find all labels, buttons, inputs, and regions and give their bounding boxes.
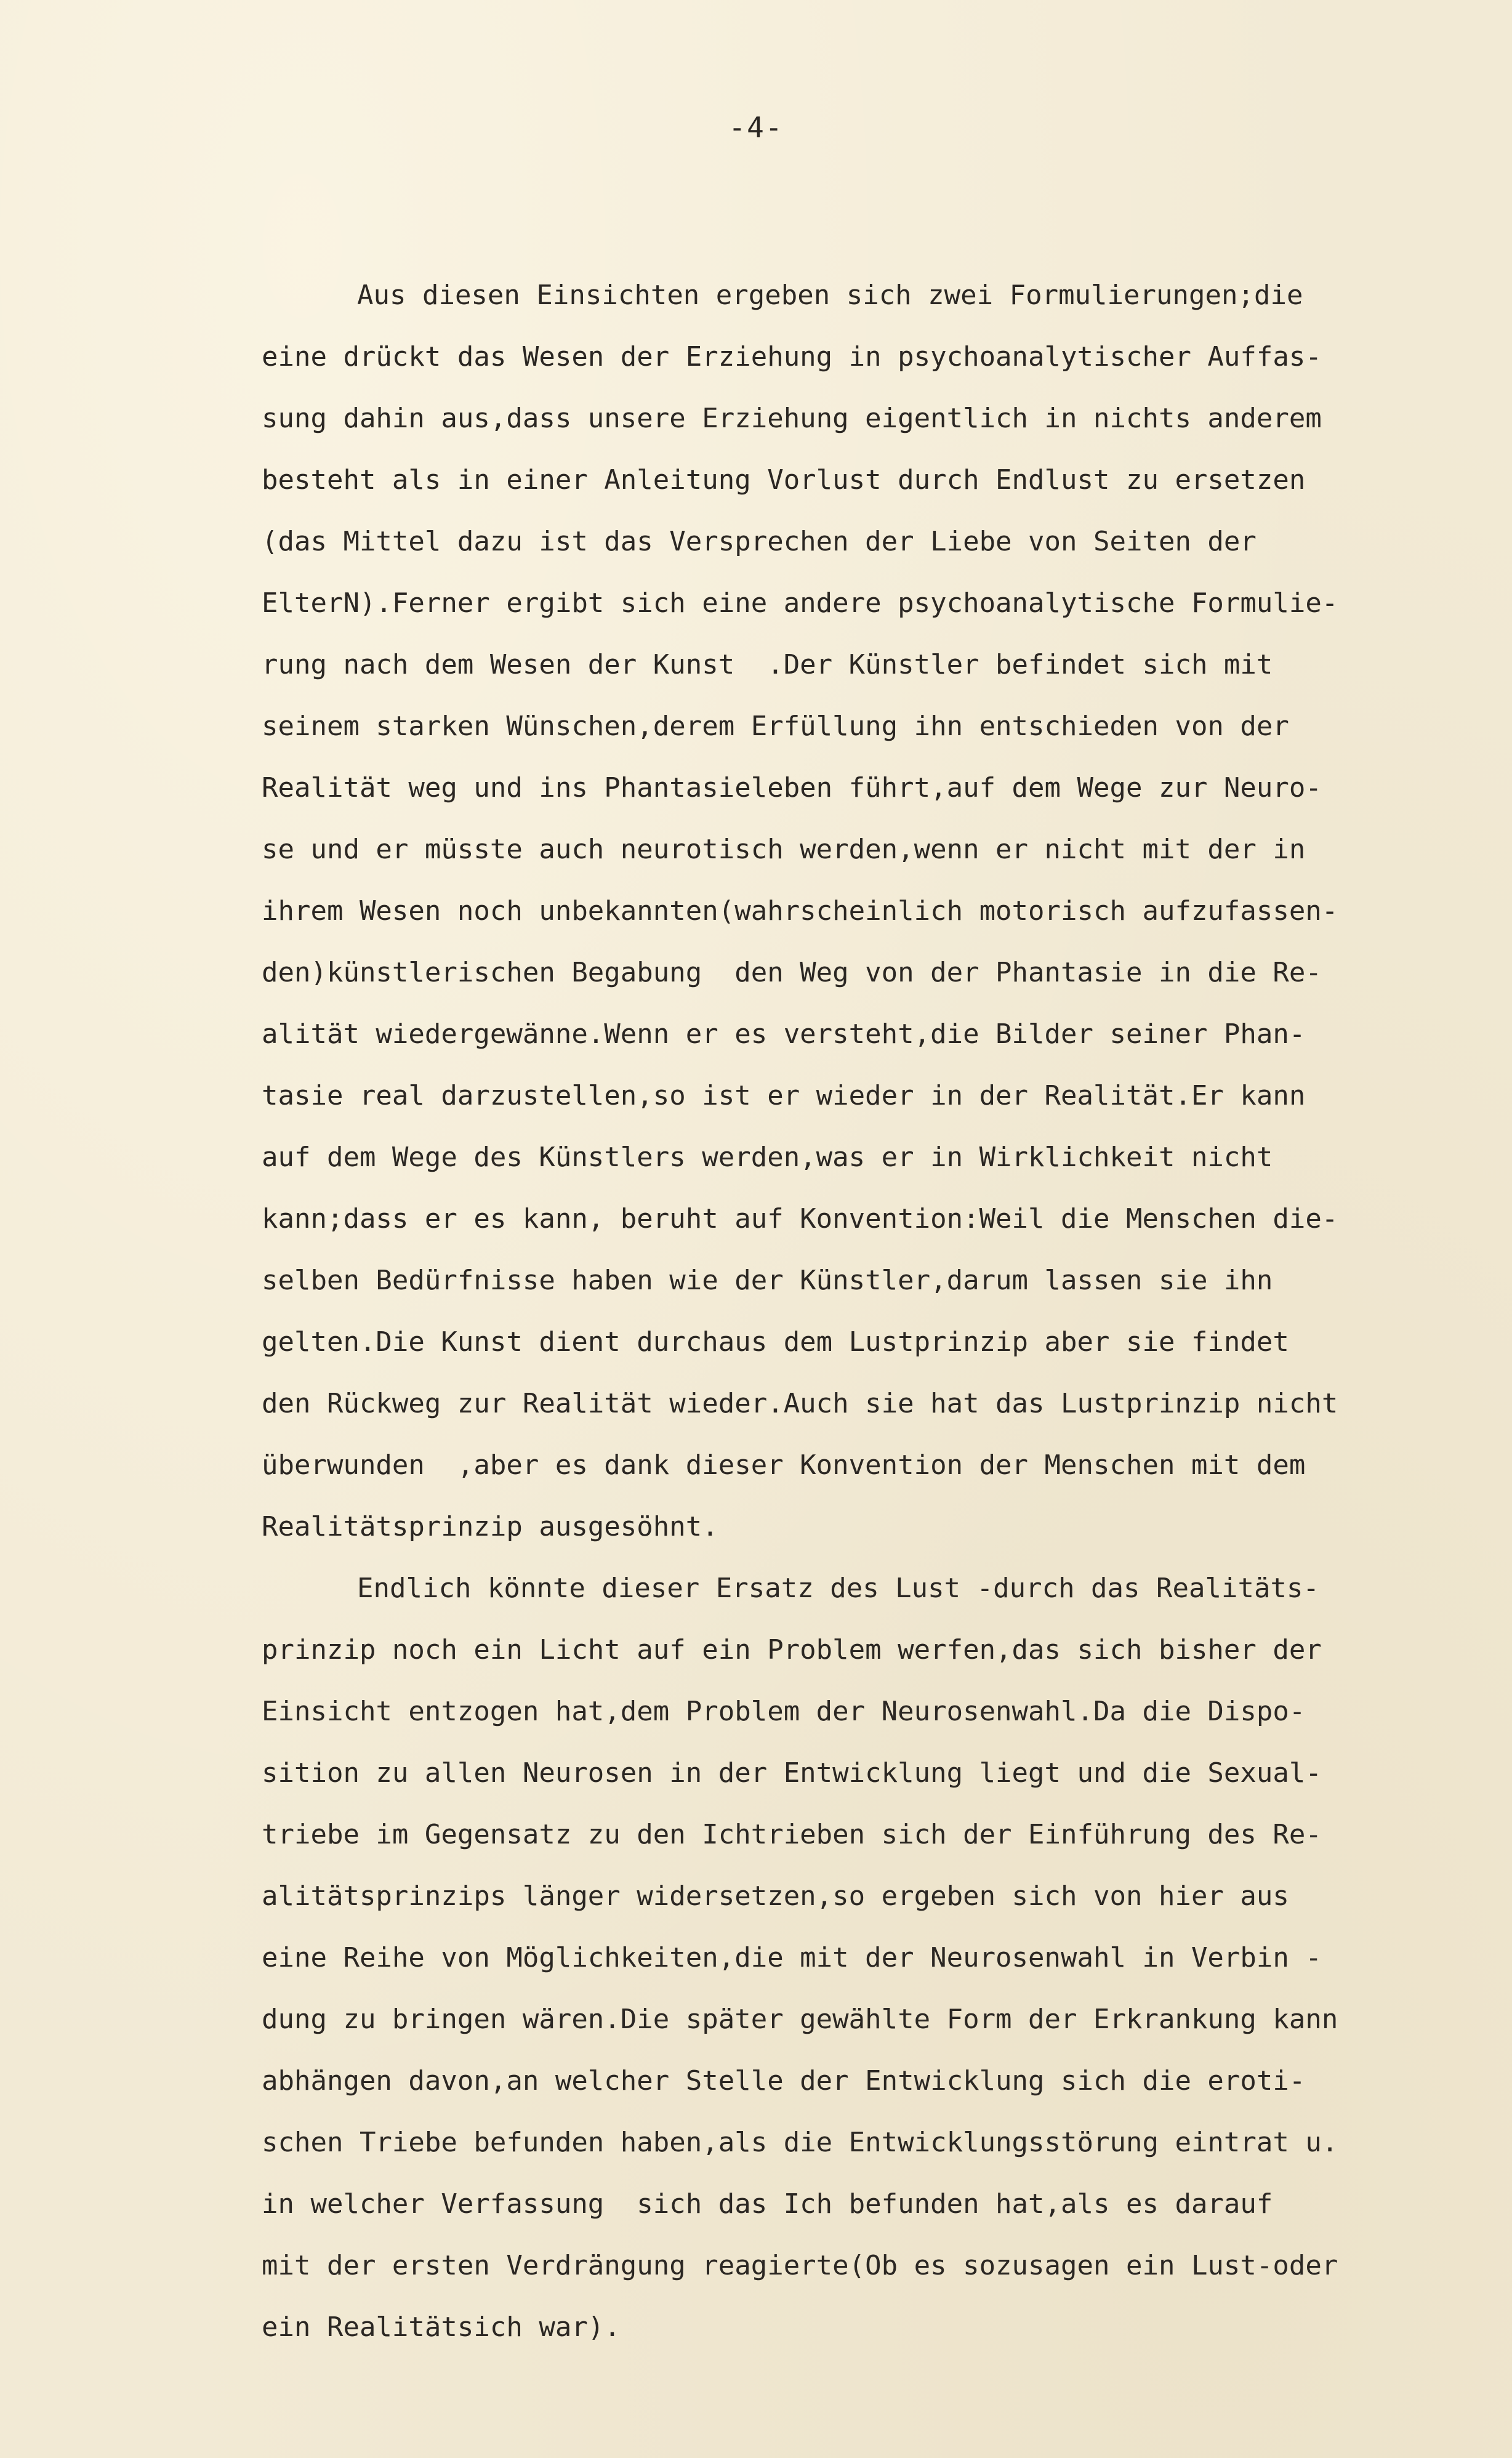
text-line: triebe im Gegensatz zu den Ichtrieben sich der Einführung des Re- <box>262 1819 1322 1850</box>
text-line: eine Reihe von Möglichkeiten,die mit der Neurosenwahl in Verbin - <box>262 1942 1322 1973</box>
text-line: ihrem Wesen noch unbekannten(wahrscheinlich motorisch aufzufassen- <box>262 895 1338 927</box>
text-line: schen Triebe befunden haben,als die Entwicklungsstörung eintrat u. <box>262 2127 1338 2158</box>
text-line: se und er müsste auch neurotisch werden,wenn er nicht mit der in <box>262 834 1306 865</box>
body-text <box>262 265 1487 2358</box>
text-line: Realität weg und ins Phantasieleben führt,auf dem Wege zur Neuro- <box>262 772 1322 804</box>
text-line: Einsicht entzogen hat,dem Problem der Neurosenwahl.Da die Dispo- <box>262 1696 1306 1727</box>
text-line: sition zu allen Neurosen in der Entwicklung liegt und die Sexual- <box>262 1757 1322 1789</box>
text-line: überwunden ,aber es dank dieser Konvention der Menschen mit dem <box>262 1449 1306 1481</box>
text-line: tasie real darzustellen,so ist er wieder in der Realität.Er kann <box>262 1080 1306 1111</box>
text-line: (das Mittel dazu ist das Versprechen der Liebe von Seiten der <box>262 526 1257 557</box>
text-line: seinem starken Wünschen,derem Erfüllung ihn entschieden von der <box>262 711 1289 742</box>
text-line: eine drückt das Wesen der Erziehung in psychoanalytischer Auffas- <box>262 341 1322 373</box>
paragraph-2 <box>262 1558 1487 2358</box>
text-line: Aus diesen Einsichten ergeben sich zwei Formulierungen;die <box>357 280 1303 311</box>
text-line: Realitätsprinzip ausgesöhnt. <box>262 1511 718 1542</box>
text-line: besteht als in einer Anleitung Vorlust durch Endlust zu ersetzen <box>262 464 1306 496</box>
text-line: den Rückweg zur Realität wieder.Auch sie hat das Lustprinzip nicht <box>262 1388 1338 1419</box>
text-line: ElterN).Ferner ergibt sich eine andere psychoanalytische Formulie- <box>262 587 1338 619</box>
text-line: dung zu bringen wären.Die später gewählte Form der Erkrankung kann <box>262 2004 1338 2035</box>
text-line: alität wiedergewänne.Wenn er es versteht,die Bilder seiner Phan- <box>262 1018 1306 1050</box>
text-line: ein Realitätsich war). <box>262 2311 621 2343</box>
paragraph-1 <box>262 265 1487 1558</box>
text-line: alitätsprinzips länger widersetzen,so ergeben sich von hier aus <box>262 1880 1289 1912</box>
text-line: abhängen davon,an welcher Stelle der Entwicklung sich die eroti- <box>262 2065 1306 2097</box>
text-line: prinzip noch ein Licht auf ein Problem werfen,das sich bisher der <box>262 1634 1322 1666</box>
text-line: mit der ersten Verdrängung reagierte(Ob es sozusagen ein Lust-oder <box>262 2250 1338 2281</box>
text-line: rung nach dem Wesen der Kunst .Der Künstler befindet sich mit <box>262 649 1273 680</box>
page-number: -4- <box>728 111 784 144</box>
text-line: gelten.Die Kunst dient durchaus dem Lustprinzip aber sie findet <box>262 1326 1289 1358</box>
text-line: sung dahin aus,dass unsere Erziehung eigentlich in nichts anderem <box>262 403 1322 434</box>
text-line: in welcher Verfassung sich das Ich befunden hat,als es darauf <box>262 2188 1273 2220</box>
text-line: kann;dass er es kann, beruht auf Konvention:Weil die Menschen die- <box>262 1203 1338 1235</box>
text-line: selben Bedürfnisse haben wie der Künstler,darum lassen sie ihn <box>262 1265 1273 1296</box>
text-line: den)künstlerischen Begabung den Weg von der Phantasie in die Re- <box>262 957 1322 988</box>
text-line: Endlich könnte dieser Ersatz des Lust -durch das Realitäts- <box>357 1573 1319 1604</box>
text-line: auf dem Wege des Künstlers werden,was er in Wirklichkeit nicht <box>262 1142 1273 1173</box>
